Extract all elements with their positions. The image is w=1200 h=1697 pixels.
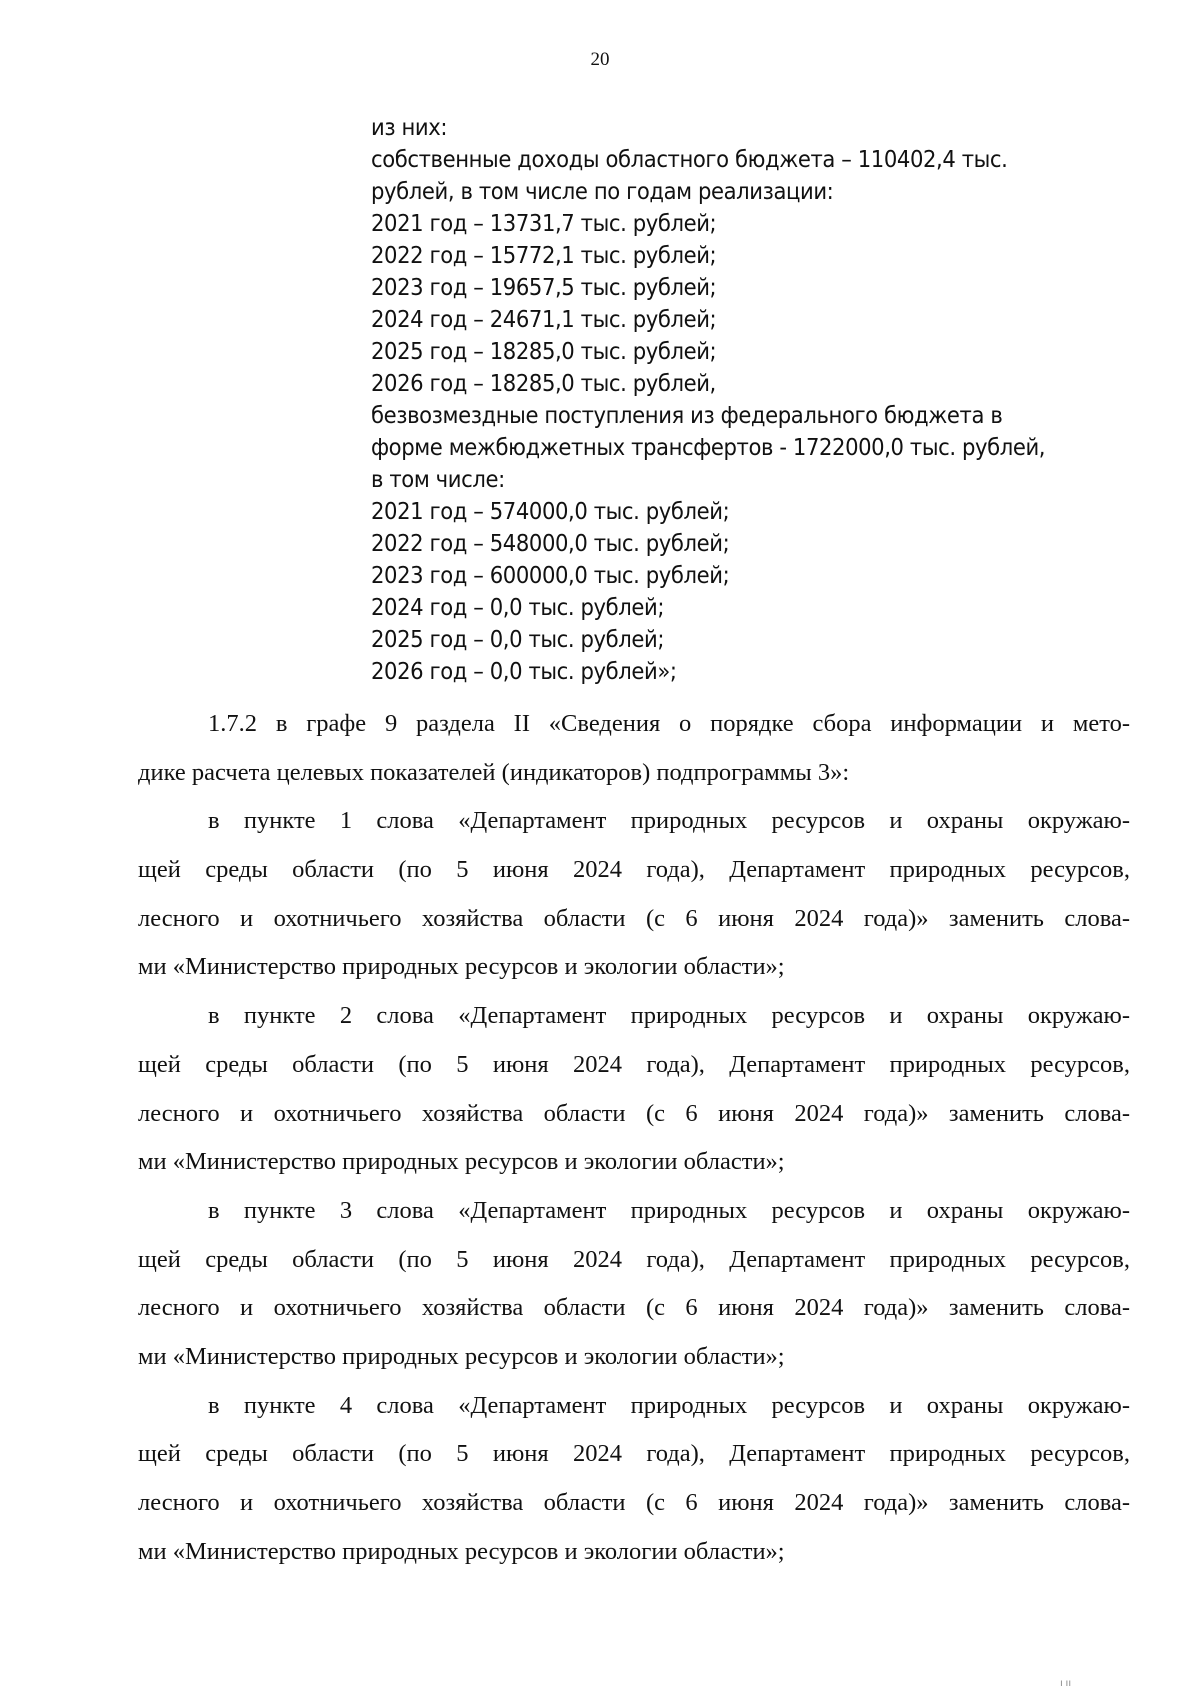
paragraph-line: ми «Министерство природных ресурсов и экологии области»; — [138, 1148, 785, 1176]
funding-line: 2022 год – 548000,0 тыс. рублей; — [371, 529, 730, 557]
paragraph-line: 1.7.2 в графе 9 раздела II «Сведения о порядке сбора информации и мето- — [208, 710, 1130, 737]
paragraph-line: щей среды области (по 5 июня 2024 года), Департамент природных ресурсов, — [138, 1440, 1130, 1468]
funding-line: 2021 год – 13731,7 тыс. рублей; — [371, 209, 717, 237]
paragraph — [138, 797, 1130, 992]
funding-line: 2025 год – 18285,0 тыс. рублей; — [371, 337, 717, 365]
paragraph-line: в пункте 1 слова «Департамент природных ресурсов и охраны окружаю- — [208, 807, 1130, 835]
funding-line: безвозмездные поступления из федерального бюджета в — [371, 401, 1003, 429]
funding-line: 2022 год – 15772,1 тыс. рублей; — [371, 241, 717, 269]
paragraph-line: в пункте 2 слова «Департамент природных ресурсов и охраны окружаю- — [208, 1002, 1130, 1030]
funding-line: 2021 год – 574000,0 тыс. рублей; — [371, 497, 730, 525]
funding-line: 2026 год – 18285,0 тыс. рублей, — [371, 369, 716, 397]
paragraph-line: в пункте 4 слова «Департамент природных ресурсов и охраны окружаю- — [208, 1391, 1130, 1419]
paragraph-line: ми «Министерство природных ресурсов и экологии области»; — [138, 1342, 785, 1370]
funding-line: 2025 год – 0,0 тыс. рублей; — [371, 625, 665, 653]
paragraph — [138, 700, 1130, 797]
funding-line: форме межбюджетных трансфертов - 1722000,0 тыс. рублей, — [371, 433, 1046, 461]
paragraph-line: лесного и охотничьего хозяйства области (с 6 июня 2024 года)» заменить слова- — [138, 1099, 1130, 1127]
paragraph-line: щей среды области (по 5 июня 2024 года), Департамент природных ресурсов, — [138, 1050, 1130, 1078]
paragraph-line: ми «Министерство природных ресурсов и экологии области»; — [138, 1537, 785, 1565]
funding-line: 2023 год – 600000,0 тыс. рублей; — [371, 561, 730, 589]
paragraph-line: ми «Министерство природных ресурсов и экологии области»; — [138, 953, 785, 981]
page-number: 20 — [590, 49, 610, 70]
paragraph — [138, 1382, 1130, 1577]
funding-line: 2024 год – 0,0 тыс. рублей; — [371, 593, 665, 621]
paragraph — [138, 1187, 1130, 1382]
amendment-text — [138, 700, 1130, 1576]
funding-line: 2023 год – 19657,5 тыс. рублей; — [371, 273, 717, 301]
paragraph-line: в пункте 3 слова «Департамент природных ресурсов и охраны окружаю- — [208, 1196, 1130, 1224]
paragraph-line: лесного и охотничьего хозяйства области (с 6 июня 2024 года)» заменить слова- — [138, 1294, 1130, 1322]
paragraph-line: лесного и охотничьего хозяйства области (с 6 июня 2024 года)» заменить слова- — [138, 1489, 1130, 1516]
funding-line: 2026 год – 0,0 тыс. рублей»; — [371, 657, 677, 685]
paragraph-line: щей среды области (по 5 июня 2024 года), Департамент природных ресурсов, — [138, 856, 1130, 884]
paragraph-line: дике расчета целевых показателей (индикаторов) подпрограммы 3»: — [138, 758, 850, 786]
funding-line: 2024 год – 24671,1 тыс. рублей; — [371, 305, 717, 333]
scan-artifact: ı ıı — [1060, 1678, 1072, 1689]
funding-line: в том числе: — [371, 465, 505, 493]
funding-line: рублей, в том числе по годам реализации: — [371, 177, 834, 205]
paragraph-line: лесного и охотничьего хозяйства области (с 6 июня 2024 года)» заменить слова- — [138, 904, 1130, 932]
paragraph-line: щей среды области (по 5 июня 2024 года), Департамент природных ресурсов, — [138, 1245, 1130, 1273]
funding-line: из них: — [371, 113, 448, 141]
funding-breakdown-block — [371, 111, 1131, 687]
paragraph — [138, 992, 1130, 1187]
funding-line: собственные доходы областного бюджета – 110402,4 тыс. — [371, 145, 1008, 173]
